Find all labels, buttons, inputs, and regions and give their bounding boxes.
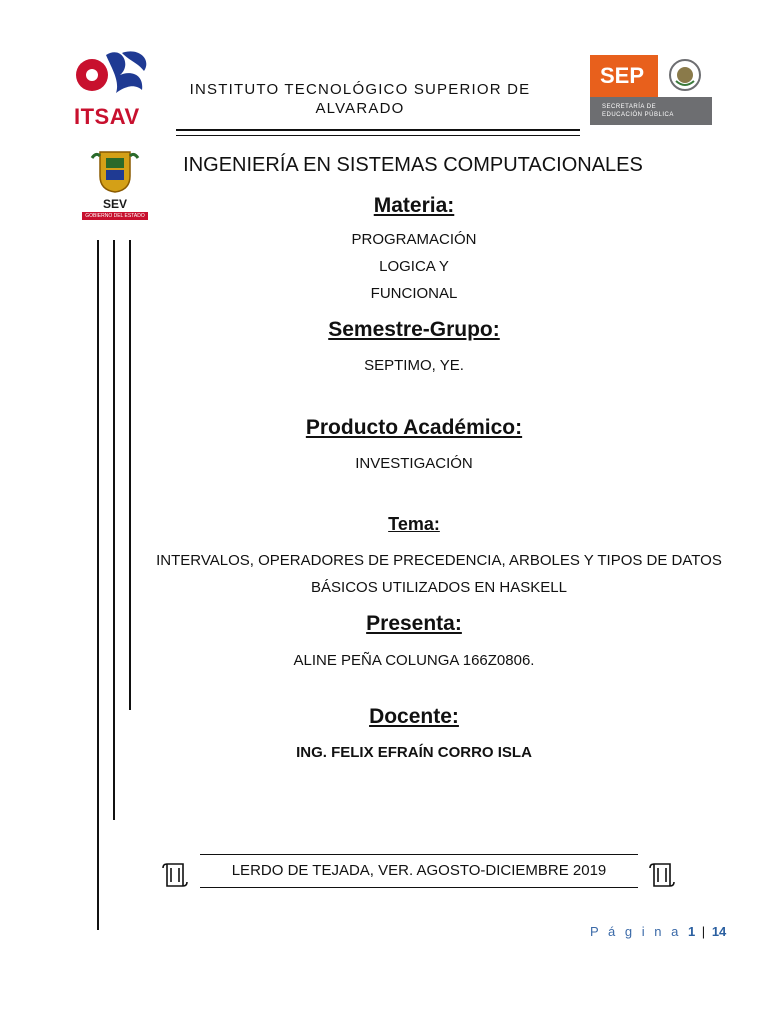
tema-value xyxy=(90,547,768,601)
sep-logo-orange-box xyxy=(590,55,658,97)
institute-title-line2: ALVARADO xyxy=(315,100,405,117)
sep-subtitle-line1: SECRETARÍA DE xyxy=(602,104,657,110)
institute-title-line1: INSTITUTO TECNOLÓGICO SUPERIOR DE xyxy=(189,81,531,98)
materia-line-2: LOGICA Y xyxy=(379,258,449,275)
sep-subtitle-line2: EDUCACIÓN PÚBLICA xyxy=(602,112,674,118)
materia-value xyxy=(100,226,728,307)
institute-title xyxy=(170,80,550,118)
docente-value: ING. FELIX EFRAÍN CORRO ISLA xyxy=(296,744,532,761)
header-rule-bottom xyxy=(176,135,580,136)
tema-line-2: BÁSICOS UTILIZADOS EN HASKELL xyxy=(311,579,567,596)
sep-logo xyxy=(590,55,712,125)
page-current: 1 xyxy=(687,924,696,939)
materia-heading: Materia: xyxy=(373,194,455,217)
presenta-value: ALINE PEÑA COLUNGA 166Z0806. xyxy=(293,652,535,669)
presenta-heading: Presenta: xyxy=(366,612,462,635)
itsav-logo-text: ITSAV xyxy=(74,104,140,129)
materia-line-3: FUNCIONAL xyxy=(370,285,458,302)
scroll-ornament-left-icon xyxy=(161,860,191,890)
sev-subtitle: GOBIERNO DEL ESTADO xyxy=(82,212,148,220)
scroll-ornament-right-icon xyxy=(648,860,678,890)
materia-line-1: PROGRAMACIÓN xyxy=(351,231,477,248)
semestre-value: SEPTIMO, YE. xyxy=(364,357,464,374)
header-rule-top xyxy=(176,129,580,131)
page-separator: | xyxy=(701,924,706,939)
semestre-heading: Semestre-Grupo: xyxy=(328,318,500,341)
mexico-eagle-icon xyxy=(658,55,712,97)
page-label: P á g i n a xyxy=(590,924,682,939)
tema-line-1: INTERVALOS, OPERADORES DE PRECEDENCIA, ARBOLES Y TIPOS DE DATOS xyxy=(156,552,722,569)
sev-logo-text: SEV xyxy=(102,197,127,211)
sep-eagle-box xyxy=(658,55,712,97)
tema-heading: Tema: xyxy=(388,514,440,534)
producto-value: INVESTIGACIÓN xyxy=(355,455,473,472)
sep-subtitle xyxy=(590,97,712,125)
producto-heading: Producto Académico: xyxy=(305,416,523,439)
page-total: 14 xyxy=(711,924,727,939)
carrera-title: INGENIERÍA EN SISTEMAS COMPUTACIONALES xyxy=(183,154,643,176)
footer-location-date: LERDO DE TEJADA, VER. AGOSTO-DICIEMBRE 2019 xyxy=(231,862,607,879)
sep-logo-text: SEP xyxy=(600,63,645,88)
page-number xyxy=(590,924,726,939)
docente-heading: Docente: xyxy=(369,705,459,728)
